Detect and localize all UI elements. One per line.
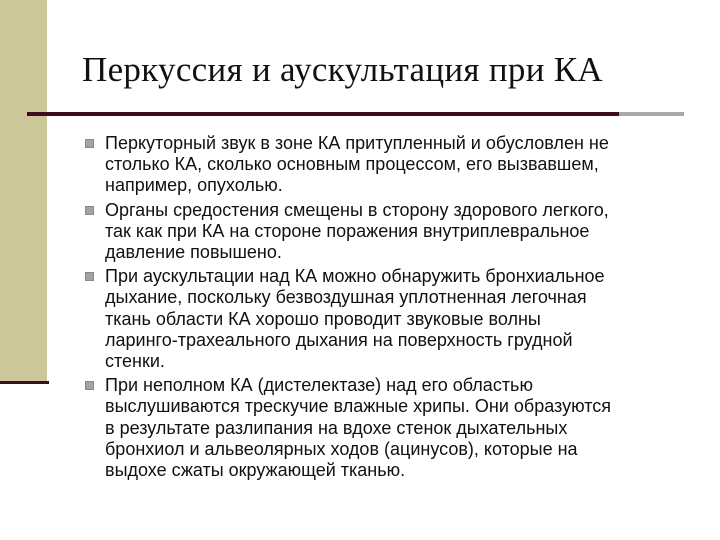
side-decor-band [0, 0, 47, 381]
bullet-text-line: выдохе сжаты окружающей тканью. [105, 460, 406, 481]
title-underline-grey [619, 112, 684, 116]
title-underline-dark [27, 112, 619, 116]
bullet-item [85, 133, 700, 197]
bullet-text-line: выслушиваются трескучие влажные хрипы. Они образуются [105, 396, 611, 417]
square-bullet-icon [85, 272, 94, 281]
bullet-text-line: Перкуторный звук в зоне КА притупленный и обусловлен не [105, 133, 609, 153]
side-decor-line [0, 381, 49, 384]
bullet-item [85, 375, 700, 481]
bullet-text-line: давление повышено. [105, 242, 282, 263]
bullet-text-line: При аускультации над КА можно обнаружить бронхиальное [105, 266, 605, 287]
bullet-text-line: Органы средостения смещены в сторону здорового легкого, [105, 199, 609, 220]
square-bullet-icon [85, 381, 94, 390]
bullet-text-line: так как при КА на стороне поражения внутриплевральное [105, 220, 590, 241]
bullet-text-line: стенки. [105, 351, 165, 372]
square-bullet-icon [85, 206, 94, 215]
slide-title: Перкуссия и аускультация при КА [82, 50, 604, 89]
bullet-text-line: ларинго-трахеального дыхания на поверхность грудной [105, 329, 573, 350]
bullet-item [85, 200, 700, 264]
bullet-item [85, 266, 700, 372]
bullet-text-line: ткань области КА хорошо проводит звуковые волны [105, 308, 541, 329]
bullet-text-line: бронхиол и альвеолярных ходов (ацинусов), которые на [105, 438, 578, 459]
bullet-text-line: При неполном КА (дистелектазе) над его областью [105, 375, 533, 396]
bullet-text-line: столько КА, сколько основным процессом, его вызвавшем, [105, 154, 599, 175]
square-bullet-icon [85, 139, 94, 148]
bullet-list [85, 133, 700, 484]
bullet-text-line: например, опухолью. [105, 175, 283, 196]
bullet-text-line: дыхание, поскольку безвоздушная уплотненная легочная [105, 287, 587, 308]
bullet-text-line: в результате разлипания на вдохе стенок дыхательных [105, 417, 568, 438]
